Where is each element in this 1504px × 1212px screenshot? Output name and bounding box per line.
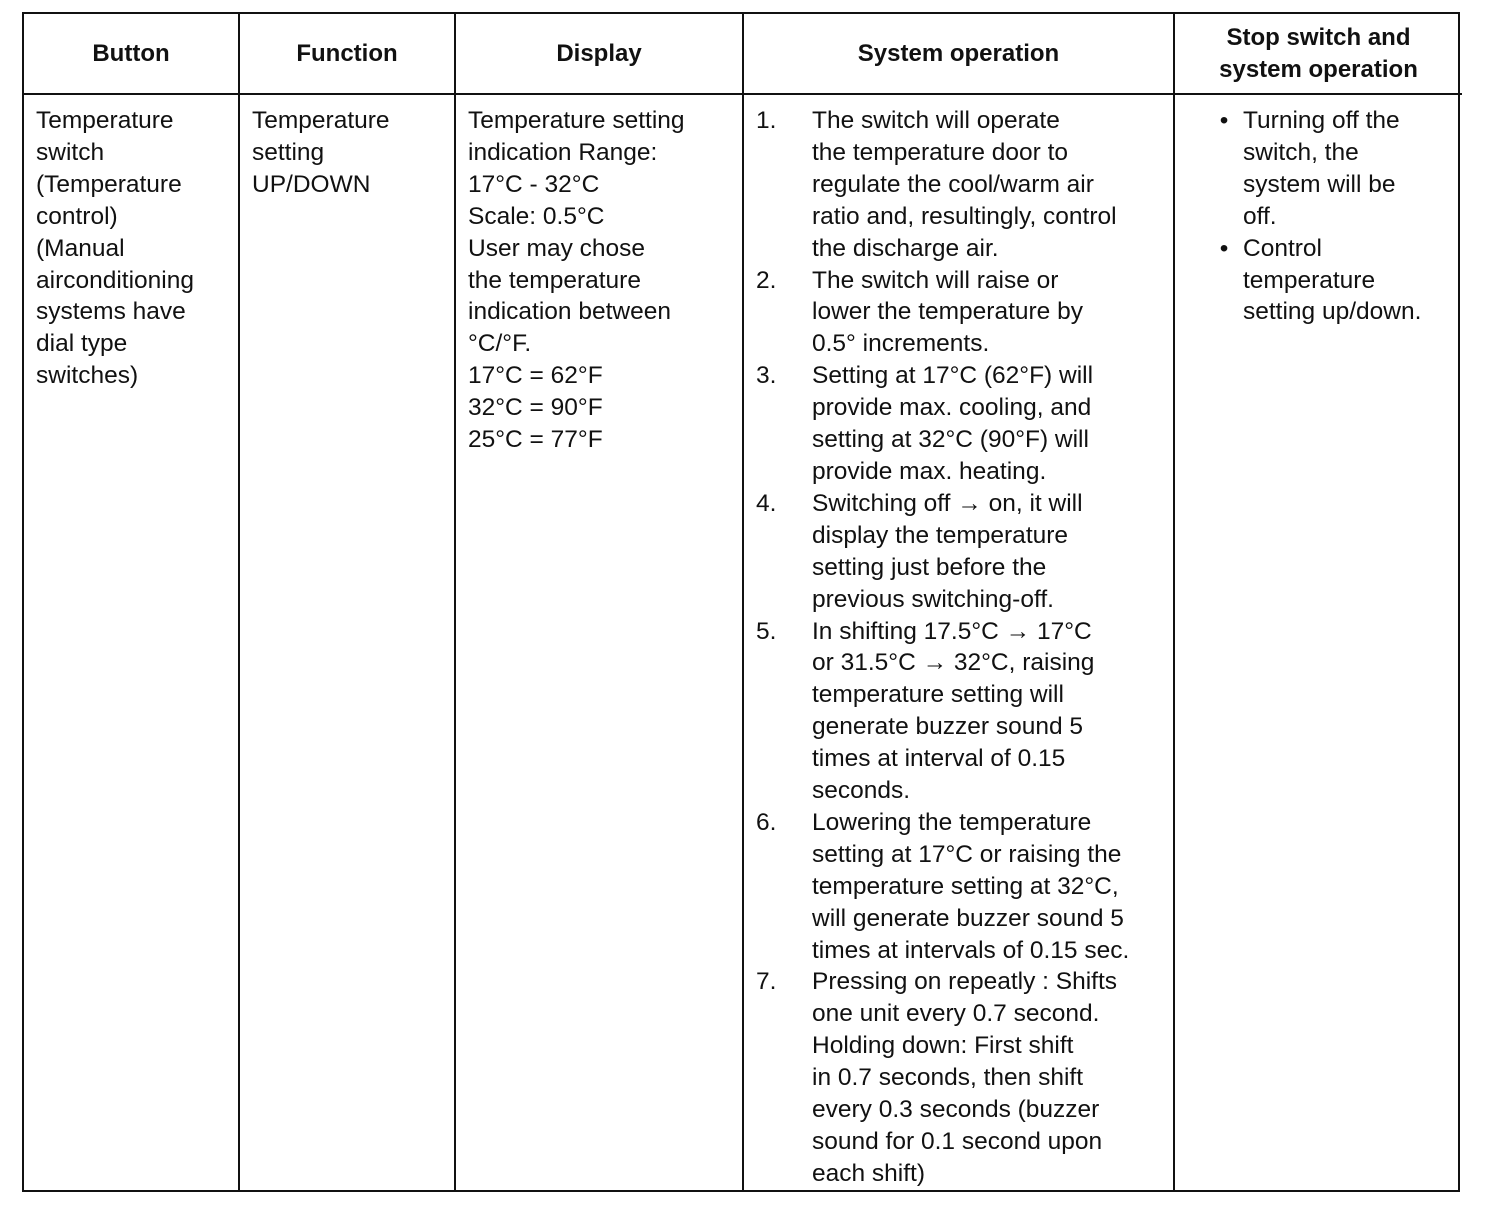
step-text-line: In shifting 17.5°C → 17°C [812,617,1092,645]
cell-stop-switch [1174,94,1462,1190]
system-step-2 [756,265,1165,361]
system-step-3 [756,360,1165,488]
cell-text-line: dial type [36,330,128,358]
step-text-line: times at interval of 0.15 [812,745,1066,773]
step-text-line: the discharge air. [812,234,999,262]
cell-display [455,94,743,1190]
stop-item-control [1205,233,1454,329]
system-step-7 [756,966,1165,1189]
cell-text-line: switches) [36,362,139,390]
step-text-line: Holding down: First shift [812,1032,1074,1060]
stop-text-line: off. [1243,202,1277,230]
step-text-line: times at intervals of 0.15 sec. [812,936,1130,964]
operation-table-frame [22,12,1460,1192]
step-text-line: provide max. cooling, and [812,394,1092,422]
cell-system-operation [743,94,1174,1190]
cell-text-line: control) [36,202,118,230]
cell-text-line: °C/°F. [468,330,532,358]
stop-item-turning-off [1205,105,1454,233]
step-text-line: provide max. heating. [812,457,1047,485]
step-text-line: setting at 17°C or raising the [812,840,1122,868]
cell-text-line: 25°C = 77°F [468,426,603,454]
step-text-line: sound for 0.1 second upon [812,1128,1103,1155]
step-text-line: in 0.7 seconds, then shift [812,1064,1084,1092]
step-number: 4. [756,489,777,517]
cell-button [24,94,239,1190]
cell-text-line: Scale: 0.5°C [468,202,605,230]
bullet-icon: • [1219,234,1229,262]
table-header-row [24,14,1462,94]
step-text-line: the temperature door to [812,138,1069,166]
stop-text-line: setting up/down. [1243,298,1422,326]
system-step-6 [756,807,1165,967]
step-text-line: Setting at 17°C (62°F) will [812,362,1094,390]
step-text-line: previous switching-off. [812,585,1054,613]
cell-function [239,94,455,1190]
cell-text-line: 17°C = 62°F [468,362,603,390]
header-system-operation: System operation [743,14,1174,94]
step-text-line: or 31.5°C → 32°C, raising [812,649,1095,677]
system-operation-list [756,105,1165,1190]
cell-text-line: 32°C = 90°F [468,394,603,422]
cell-text-line: Temperature [252,107,390,134]
cell-text-line: User may chose [468,234,646,262]
step-text-line: Lowering the temperature [812,808,1092,836]
cell-text-line: indication between [468,298,671,326]
step-text-line: temperature setting at 32°C, [812,872,1119,900]
bullet-icon: • [1219,107,1229,134]
step-text-line: lower the temperature by [812,298,1083,326]
header-button: Button [24,14,239,94]
step-text-line: Switching off → on, it will [812,489,1083,517]
step-text-line: generate buzzer sound 5 [812,713,1084,741]
stop-text-line: system will be [1243,170,1396,198]
cell-text-line: Temperature [36,107,174,134]
header-stop-line-1: Stop switch and [1226,23,1411,51]
step-text-line: regulate the cool/warm air [812,170,1094,198]
cell-text-line: setting [252,138,325,166]
step-number: 3. [756,362,777,390]
step-number: 2. [756,266,777,294]
cell-text-line: the temperature [468,266,641,294]
stop-text-line: Control [1243,234,1322,262]
header-stop-line-2: system operation [1219,55,1418,83]
cell-text-line: 17°C - 32°C [468,170,600,198]
step-text-line: temperature setting will [812,681,1064,709]
step-text-line: one unit every 0.7 second. [812,1000,1100,1028]
cell-text-line: switch [36,138,105,166]
step-text-line: each shift) [812,1159,926,1187]
cell-text-line: (Temperature [36,170,182,198]
table-row [24,94,1462,1190]
cell-text-line: indication Range: [468,138,658,166]
header-display: Display [455,14,743,94]
step-text-line: The switch will operate [812,107,1060,134]
step-text-line: setting just before the [812,553,1047,581]
operation-table [24,14,1462,1190]
step-text-line: 0.5° increments. [812,330,990,358]
stop-switch-list [1175,105,1454,328]
step-text-line: seconds. [812,777,911,805]
stop-text-line: switch, the [1243,138,1359,166]
system-step-5 [756,616,1165,807]
cell-text-line: systems have [36,298,186,326]
step-text-line: every 0.3 seconds (buzzer [812,1096,1100,1124]
step-number: 7. [756,968,777,996]
step-text-line: will generate buzzer sound 5 [812,904,1124,932]
cell-text-line: (Manual [36,234,125,262]
stop-text-line: Turning off the [1243,107,1400,134]
system-step-4 [756,488,1165,616]
header-function: Function [239,14,455,94]
cell-text-line: airconditioning [36,266,194,294]
stop-text-line: temperature [1243,266,1376,294]
header-stop-switch [1174,14,1462,94]
step-number: 5. [756,617,777,645]
step-text-line: ratio and, resultingly, control [812,202,1117,230]
step-text-line: Pressing on repeatly : Shifts [812,968,1118,996]
cell-text-line: Temperature setting [468,107,685,134]
step-number: 1. [756,107,777,134]
step-text-line: display the temperature [812,521,1069,549]
step-number: 6. [756,808,777,836]
cell-text-line: UP/DOWN [252,170,371,198]
system-step-1 [756,105,1165,265]
step-text-line: The switch will raise or [812,266,1059,294]
step-text-line: setting at 32°C (90°F) will [812,426,1089,454]
